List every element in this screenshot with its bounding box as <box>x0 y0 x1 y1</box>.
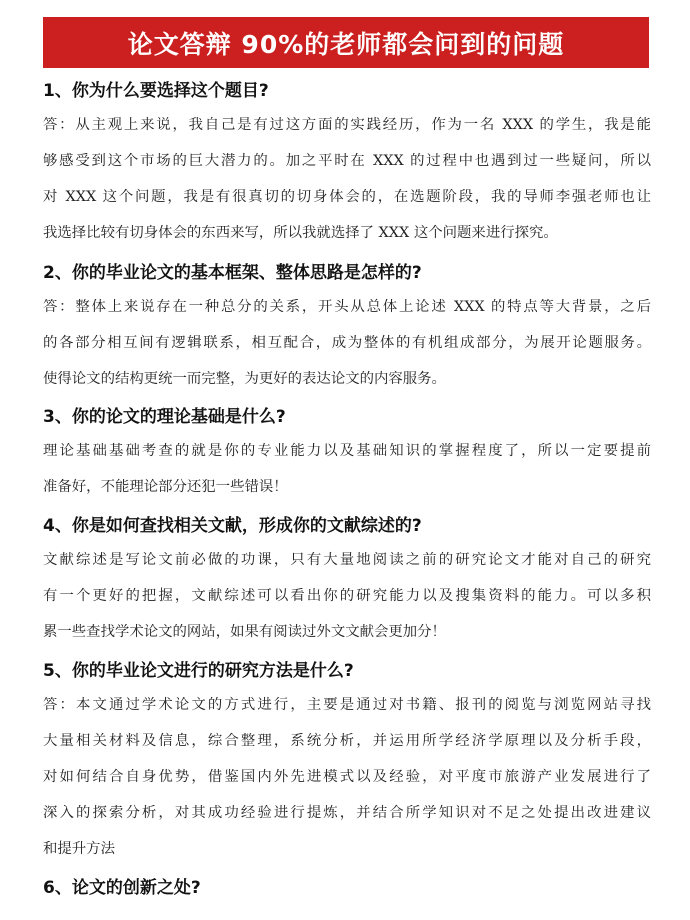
answer-4-line-3: 累一些查找学术论文的网站，如果有阅读过外文文献会更加分！ <box>43 624 446 640</box>
question-3-heading: 3、你的论文的理论基础是什么? <box>43 407 286 427</box>
answer-5-line-1: 答：本文通过学术论文的方式进行，主要是通过对书籍、报刊的阅览与浏览网站寻找 <box>43 697 651 713</box>
answer-1-line-1: 答：从主观上来说，我自己是有过这方面的实践经历，作为一名 XXX 的学生，我是能 <box>43 117 651 133</box>
answer-3-line-2: 准备好，不能理论部分还犯一些错误！ <box>43 479 288 495</box>
answer-2-line-1: 答：整体上来说存在一种总分的关系，开头从总体上论述 XXX 的特点等大背景，之后 <box>43 299 651 315</box>
question-4-heading: 4、你是如何查找相关文献，形成你的文献综述的? <box>43 516 422 536</box>
title-banner <box>43 17 649 68</box>
answer-1-line-3: 对 XXX 这个问题，我是有很真切的切身体会的，在选题阶段，我的导师李强老师也让 <box>43 189 651 205</box>
answer-2-line-3: 使得论文的结构更统一而完整，为更好的表达论文的内容服务。 <box>43 371 446 387</box>
answer-1-line-2: 够感受到这个市场的巨大潜力的。加之平时在 XXX 的过程中也遇到过一些疑问，所以 <box>43 153 651 169</box>
answer-5-line-5: 和提升方法 <box>43 841 115 857</box>
question-6-heading: 6、论文的创新之处? <box>43 878 201 898</box>
answer-5-line-4: 深入的探索分析，对其成功经验进行提炼，并结合所学知识对不足之处提出改进建议 <box>43 805 651 821</box>
answer-1-line-4: 我选择比较有切身体会的东西来写，所以我就选择了 XXX 这个问题来进行探究。 <box>43 225 558 241</box>
question-1-heading: 1、你为什么要选择这个题目? <box>43 81 269 101</box>
answer-3-line-1: 理论基础基础考查的就是你的专业能力以及基础知识的掌握程度了，所以一定要提前 <box>43 443 651 459</box>
answer-5-line-2: 大量相关材料及信息，综合整理，系统分析，并运用所学经济学原理以及分析手段， <box>43 733 651 749</box>
answer-4-line-1: 文献综述是写论文前必做的功课，只有大量地阅读之前的研究论文才能对自己的研究 <box>43 552 651 568</box>
question-5-heading: 5、你的毕业论文进行的研究方法是什么? <box>43 661 354 681</box>
answer-2-line-2: 的各部分相互间有逻辑联系，相互配合，成为整体的有机组成部分，为展开论题服务。 <box>43 335 651 351</box>
question-2-heading: 2、你的毕业论文的基本框架、整体思路是怎样的? <box>43 263 422 283</box>
answer-4-line-2: 有一个更好的把握，文献综述可以看出你的研究能力以及搜集资料的能力。可以多积 <box>43 588 651 604</box>
page-title: 论文答辩 90%的老师都会问到的问题 <box>127 29 565 59</box>
answer-5-line-3: 对如何结合自身优势，借鉴国内外先进模式以及经验，对平度市旅游产业发展进行了 <box>43 769 651 785</box>
